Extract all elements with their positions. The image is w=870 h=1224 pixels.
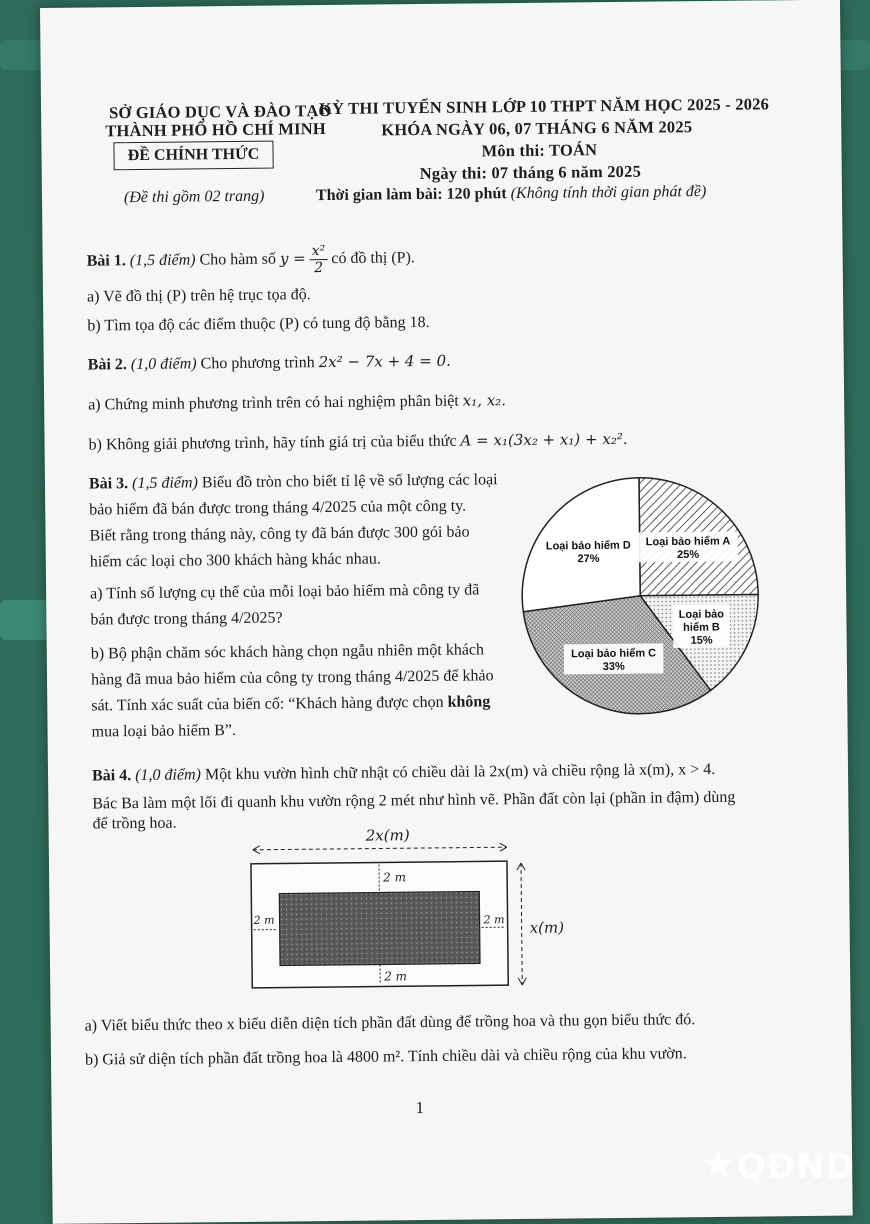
bai3-b-bold: không <box>447 693 490 710</box>
bai3-b-3: mua loại bảo hiểm B”. <box>91 722 236 742</box>
bai3-b-2-text: sát. Tính xác suất của biến cố: “Khách hàng được chọn <box>91 694 443 715</box>
bai2-a-math: x₁, x₂. <box>463 391 506 409</box>
bai1-func-lhs: y = <box>280 249 306 267</box>
bai1-frac-den: 2 <box>310 260 328 276</box>
duration-note: (Không tính thời gian phát đề) <box>511 183 707 202</box>
length-arrow <box>253 847 507 850</box>
pie-value-label-4: 27% <box>577 553 599 565</box>
bai3-line1 <box>89 471 498 493</box>
bai4-label: Bài 4. <box>92 767 131 784</box>
qdnd-watermark <box>700 1142 855 1188</box>
pie-category-label-4: Loại bảo hiểm D <box>546 540 631 553</box>
pie-category-label-1: Loại bảo hiểm A <box>646 535 731 548</box>
subject: Môn thi: TOÁN <box>481 140 597 161</box>
exam-day: Ngày thi: 07 tháng 6 năm 2025 <box>420 162 641 184</box>
bai1-label: Bài 1. <box>87 252 126 269</box>
bai4-a: a) Viết biểu thức theo x biểu diễn diện tích phần đất dùng để trồng hoa và thu gọn biểu thức đó. <box>85 1011 696 1035</box>
pie-value-label-3: 33% <box>603 661 625 673</box>
width-arrow <box>521 863 522 985</box>
pie-category-label-2: Loại bảo <box>679 608 725 620</box>
page-number: 1 <box>415 1098 424 1118</box>
pie-category-label-3: Loại bảo hiểm C <box>571 647 656 660</box>
bai2-intro-text: Cho phương trình <box>201 354 315 372</box>
bai2-b-math: A = x₁(3x₂ + x₁) + x₂². <box>460 430 627 450</box>
duration <box>316 183 706 205</box>
pie-value-label-2: 15% <box>691 635 713 647</box>
duration-bold: Thời gian làm bài: 120 phút <box>316 185 507 204</box>
bai4-points: (1,0 điểm) <box>135 766 201 784</box>
top-gap-label: 2 m <box>382 870 406 884</box>
width-label: x(m) <box>530 919 565 937</box>
dept-line1: SỞ GIÁO DỤC VÀ ĐÀO TẠO <box>109 101 332 123</box>
bai1-intro-end: có đồ thị (P). <box>331 249 415 267</box>
bai2-a-text: a) Chứng minh phương trình trên có hai nghiệm phân biệt <box>88 393 459 414</box>
bai3-label: Bài 3. <box>89 475 128 492</box>
left-gap-label: 2 m <box>252 914 274 927</box>
bai2-points: (1,0 điểm) <box>131 355 197 373</box>
bai3-text-2: Biết rằng trong tháng này, công ty đã bán được 300 gói bảo <box>89 524 469 546</box>
bai2-a <box>88 391 506 414</box>
bai2-label: Bài 2. <box>88 356 127 373</box>
bai3-a-1: bán được trong tháng 4/2025? <box>90 609 282 629</box>
official-label: ĐỀ CHÍNH THỨC <box>128 146 260 164</box>
bai4-intro-text: Một khu vườn hình chữ nhật có chiều dài là 2x(m) và chiều rộng là x(m), x > 4. <box>205 761 715 783</box>
bai3-b-1: hàng đã mua bảo hiểm của công ty trong tháng 4/2025 để khảo <box>91 667 494 689</box>
bai4-line3: để trồng hoa. <box>92 815 176 834</box>
exam-dates: KHÓA NGÀY 06, 07 THÁNG 6 NĂM 2025 <box>381 117 692 140</box>
bai1-a: a) Vẽ đồ thị (P) trên hệ trục tọa độ. <box>87 286 311 306</box>
right-gap-label: 2 m <box>483 913 505 926</box>
exam-paper <box>40 0 853 1224</box>
bai3-b-0: b) Bộ phận chăm sóc khách hàng chọn ngẫu nhiên một khách <box>91 641 484 663</box>
bai4-line2: Bác Ba làm một lối đi quanh khu vườn rộng 2 mét như hình vẽ. Phần đất còn lại (phần in đậm) dùng <box>92 789 735 814</box>
dept-line2: THÀNH PHỐ HỒ CHÍ MINH <box>105 119 326 141</box>
flower-bed-rect <box>279 891 480 965</box>
insurance-pie-chart <box>515 470 766 721</box>
bai1-points: (1,5 điểm) <box>130 252 196 270</box>
bai2-b <box>88 430 627 455</box>
garden-figure <box>245 841 567 994</box>
garden-length-label: 2x(m) <box>366 826 410 844</box>
pie-slices <box>521 477 759 715</box>
pie-category-label-2: hiểm B <box>683 621 720 633</box>
bai1-intro <box>86 242 415 278</box>
bai3-points: (1,5 điểm) <box>132 474 198 492</box>
bai2-equation: 2x² − 7x + 4 = 0. <box>319 352 451 371</box>
bai2-b-text: b) Không giải phương trình, hãy tính giá trị của biểu thức <box>88 433 456 454</box>
bai3-text-1: bảo hiểm đã bán được trong tháng 4/2025 của một công ty. <box>89 498 466 520</box>
bottom-gap-label: 2 m <box>383 969 407 983</box>
bai1-b: b) Tìm tọa độ các điểm thuộc (P) có tung độ bằng 18. <box>87 314 429 336</box>
official-stamp-box <box>113 141 273 171</box>
bai4-intro <box>92 761 715 786</box>
bai3-a-0: a) Tính số lượng cụ thể của mỗi loại bảo hiểm mà công ty đã <box>90 581 479 603</box>
bai1-intro-text: Cho hàm số <box>199 251 276 269</box>
bai1-frac-num: x² <box>310 243 328 260</box>
bai2-intro <box>88 352 451 375</box>
star-icon: ★ <box>700 1142 737 1188</box>
bai3-text-0: Biểu đồ tròn cho biết tỉ lệ về số lượng các loại <box>202 471 498 491</box>
bai3-b-2 <box>91 693 490 715</box>
bai3-text-3: hiểm các loại cho 300 khách hàng khác nhau. <box>90 550 381 571</box>
exam-title: KỲ THI TUYỂN SINH LỚP 10 THPT NĂM HỌC 2025 - 2026 <box>319 94 769 119</box>
bai4-b: b) Giả sử diện tích phần đất trồng hoa là 4800 m². Tính chiều dài và chiều rộng của khu vườn. <box>85 1045 687 1069</box>
width-arrow-head-bottom <box>518 978 526 985</box>
watermark-text: QĐND <box>737 1147 855 1187</box>
pages-note: (Đề thi gồm 02 trang) <box>124 188 265 207</box>
bai1-fraction <box>310 243 328 276</box>
pie-value-label-1: 25% <box>677 549 699 561</box>
